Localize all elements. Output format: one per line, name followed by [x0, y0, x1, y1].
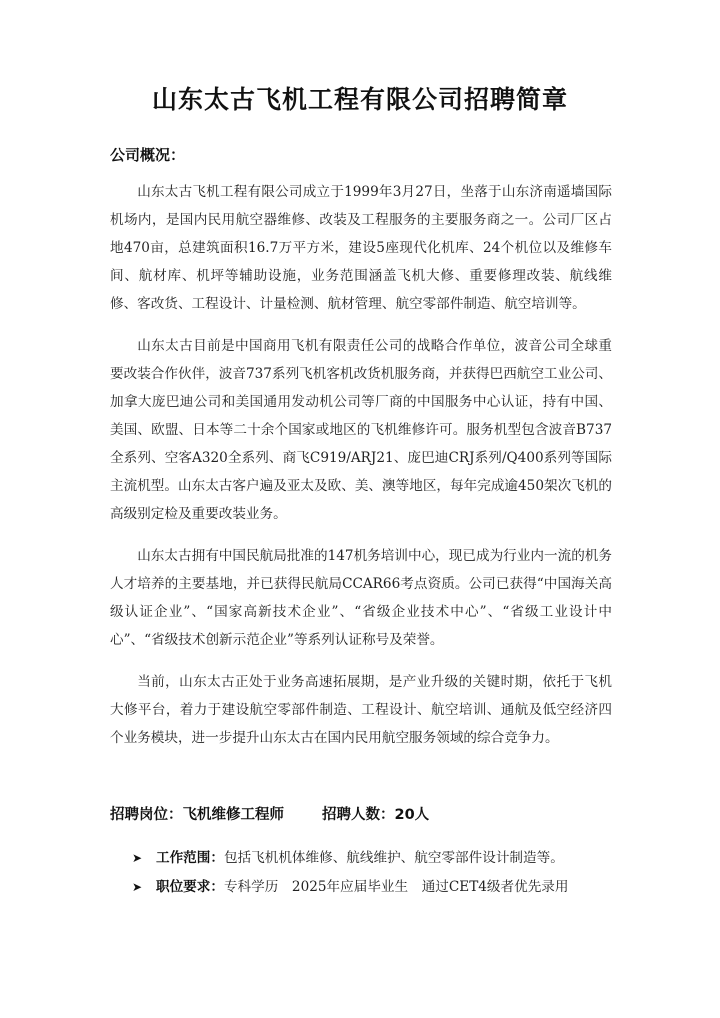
work-scope-label: 工作范围： — [156, 850, 224, 866]
headcount-label: 招聘人数： — [322, 807, 395, 823]
overview-paragraph-1: 山东太古飞机工程有限公司成立于1999年3月27日，坐落于山东济南遥墙国际机场内，是国内民用航空器维修、改装及工程服务的主要服务商之一。公司厂区占地470亩，总建筑面积16.7万平方米，建设5座现代化机库、24个机位以及维修车间、航材库、机坪等辅助设施，业务范围涵盖飞机大修、重要修理改装、航线维修、客改货、工程设计、计量检测、航材管理、航空零部件制造、航空培训等。 — [110, 184, 612, 312]
list-item-requirements — [132, 873, 612, 902]
overview-paragraph-3: 山东太古拥有中国民航局批准的147机务培训中心，现已成为行业内一流的机务人才培养的主要基地，并已获得民航局CCAR66考点资质。公司已获得“中国海关高级认证企业”、“国家高新技术企业”、“省级企业技术中心”、“省级工业设计中心”、“省级技术创新示范企业”等系列认证称号及荣誉。 — [110, 548, 612, 648]
list-item-work-scope — [132, 844, 612, 873]
position-label: 招聘岗位： — [110, 807, 183, 823]
job-summary-line — [110, 803, 429, 824]
job-details-list — [132, 844, 612, 902]
overview-body — [110, 178, 612, 766]
position-value: 飞机维修工程师 — [182, 807, 284, 823]
requirements-label: 职位要求： — [156, 879, 224, 895]
overview-paragraph-2: 山东太古目前是中国商用飞机有限责任公司的战略合作单位，波音公司全球重要改装合作伙伴，波音737系列飞机客机改货机服务商，并获得巴西航空工业公司、加拿大庞巴迪公司和美国通用发动机公司等厂商的中国服务中心认证，持有中国、美国、欧盟、日本等二十余个国家或地区的飞机维修许可。服务机型包含波音B737全系列、空客A320全系列、商飞C919/ARJ21、庞巴迪CRJ系列/Q400系列等国际主流机型。山东太古客户遍及亚太及欧、美、澳等地区，每年完成逾450架次飞机的高级别定检及重要改装业务。 — [110, 338, 612, 522]
document-title: 山东太古飞机工程有限公司招聘简章 — [151, 85, 568, 114]
overview-heading: 公司概况： — [110, 146, 186, 164]
overview-paragraph-4: 当前，山东太古正处于业务高速拓展期，是产业升级的关键时期，依托于飞机大修平台，着力于建设航空零部件制造、工程设计、航空培训、通航及低空经济四个业务模块，进一步提升山东太古在国内民用航空服务领域的综合竞争力。 — [110, 674, 612, 746]
arrowhead-right-icon: ➤ — [132, 851, 143, 865]
requirements-text: 专科学历 2025年应届毕业生 通过CET4级者优先录用 — [223, 879, 569, 895]
arrowhead-right-icon: ➤ — [132, 880, 143, 894]
work-scope-text: 包括飞机机体维修、航线维护、航空零部件设计制造等。 — [223, 850, 564, 866]
headcount-value: 20人 — [394, 807, 430, 823]
